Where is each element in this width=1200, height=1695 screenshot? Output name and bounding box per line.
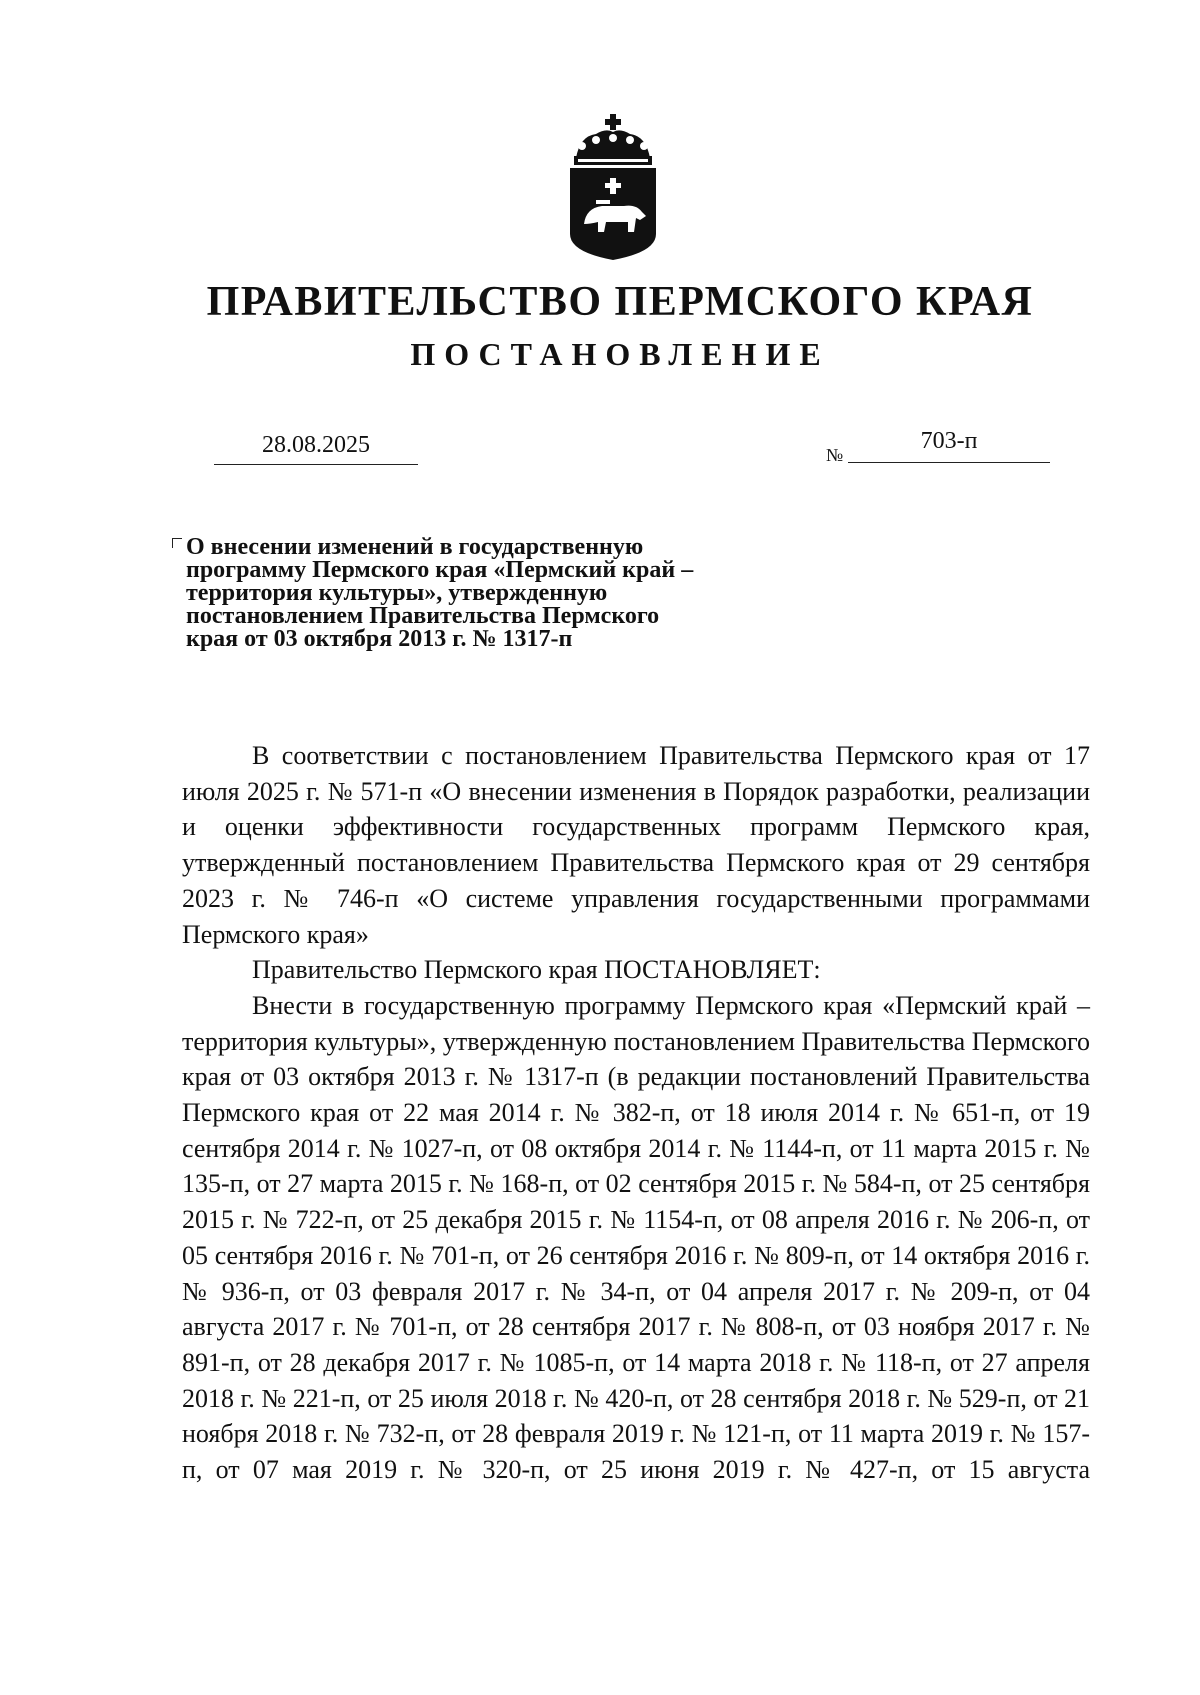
document-body — [182, 738, 1090, 1488]
document-date: 28.08.2025 — [214, 426, 418, 465]
number-sign-label: № — [826, 445, 844, 465]
subject-line: О внесении изменений в государственную — [186, 534, 644, 560]
organization-title: ПРАВИТЕЛЬСТВО ПЕРМСКОГО КРАЯ — [206, 279, 1034, 325]
subject-line: края от 03 октября 2013 г. № 1317-п — [186, 626, 573, 652]
subject-corner-mark — [172, 538, 182, 548]
body-paragraph-basis: В соответствии с постановлением Правительства Пермского края от 17 июля 2025 г. № 571-п «О внесении изменения в Порядок разработки, реализации и оценки эффективности государственных программ Пермского края, утвержденный постановлением Правительства Пермского края от 29 сентября 2023 г. № 746-п «О системе управления государственными программами Пермского края» — [182, 741, 1090, 949]
document-type-title: ПОСТАНОВЛЕНИЕ — [410, 336, 830, 372]
subject-line: программу Пермского края «Пермский край – — [186, 557, 694, 583]
body-paragraph-amendment: Внести в государственную программу Пермского края «Пермский край – территория культуры», утвержденную постановлением Правительства Пермского края от 03 октября 2013 г. № 1317-п (в редакции постановлений Правительства Пермского края от 22 мая 2014 г. № 382-п, от 18 июля 2014 г. № 651-п, от 19 сентября 2014 г. № 1027-п, от 08 октября 2014 г. № 1144-п, от 11 марта 2015 г. № 135-п, от 27 марта 2015 г. № 168-п, от 02 сентября 2015 г. № 584-п, от 25 сентября 2015 г. № 722-п, от 25 декабря 2015 г. № 1154-п, от 08 апреля 2016 г. № 206-п, от 05 сентября 2016 г. № 701-п, от 26 сентября 2016 г. № 809-п, от 14 октября 2016 г. № 936-п, от 03 февраля 2017 г. № 34-п, от 04 апреля 2017 г. № 209-п, от 04 августа 2017 г. № 701-п, от 28 сентября 2017 г. № 808-п, от 03 ноября 2017 г. № 891-п, от 28 декабря 2017 г. № 1085-п, от 14 марта 2018 г. № 118-п, от 27 апреля 2018 г. № 221-п, от 25 июля 2018 г. № 420-п, от 28 сентября 2018 г. № 529-п, от 21 ноября 2018 г. № 732-п, от 28 февраля 2019 г. № 121-п, от 11 марта 2019 г. № 157-п, от 07 мая 2019 г. № 320-п, от 25 июня 2019 г. № 427-п, от 15 августа — [182, 990, 1090, 1485]
subject-line: постановлением Правительства Пермского — [186, 603, 660, 629]
coat-of-arms-icon — [566, 112, 660, 262]
body-paragraph-resolves: Правительство Пермского края ПОСТАНОВЛЯЕТ: — [252, 955, 821, 985]
subject-line: территория культуры», утвержденную — [186, 580, 608, 606]
document-subject — [186, 536, 826, 651]
document-number: 703-п — [848, 422, 1050, 463]
